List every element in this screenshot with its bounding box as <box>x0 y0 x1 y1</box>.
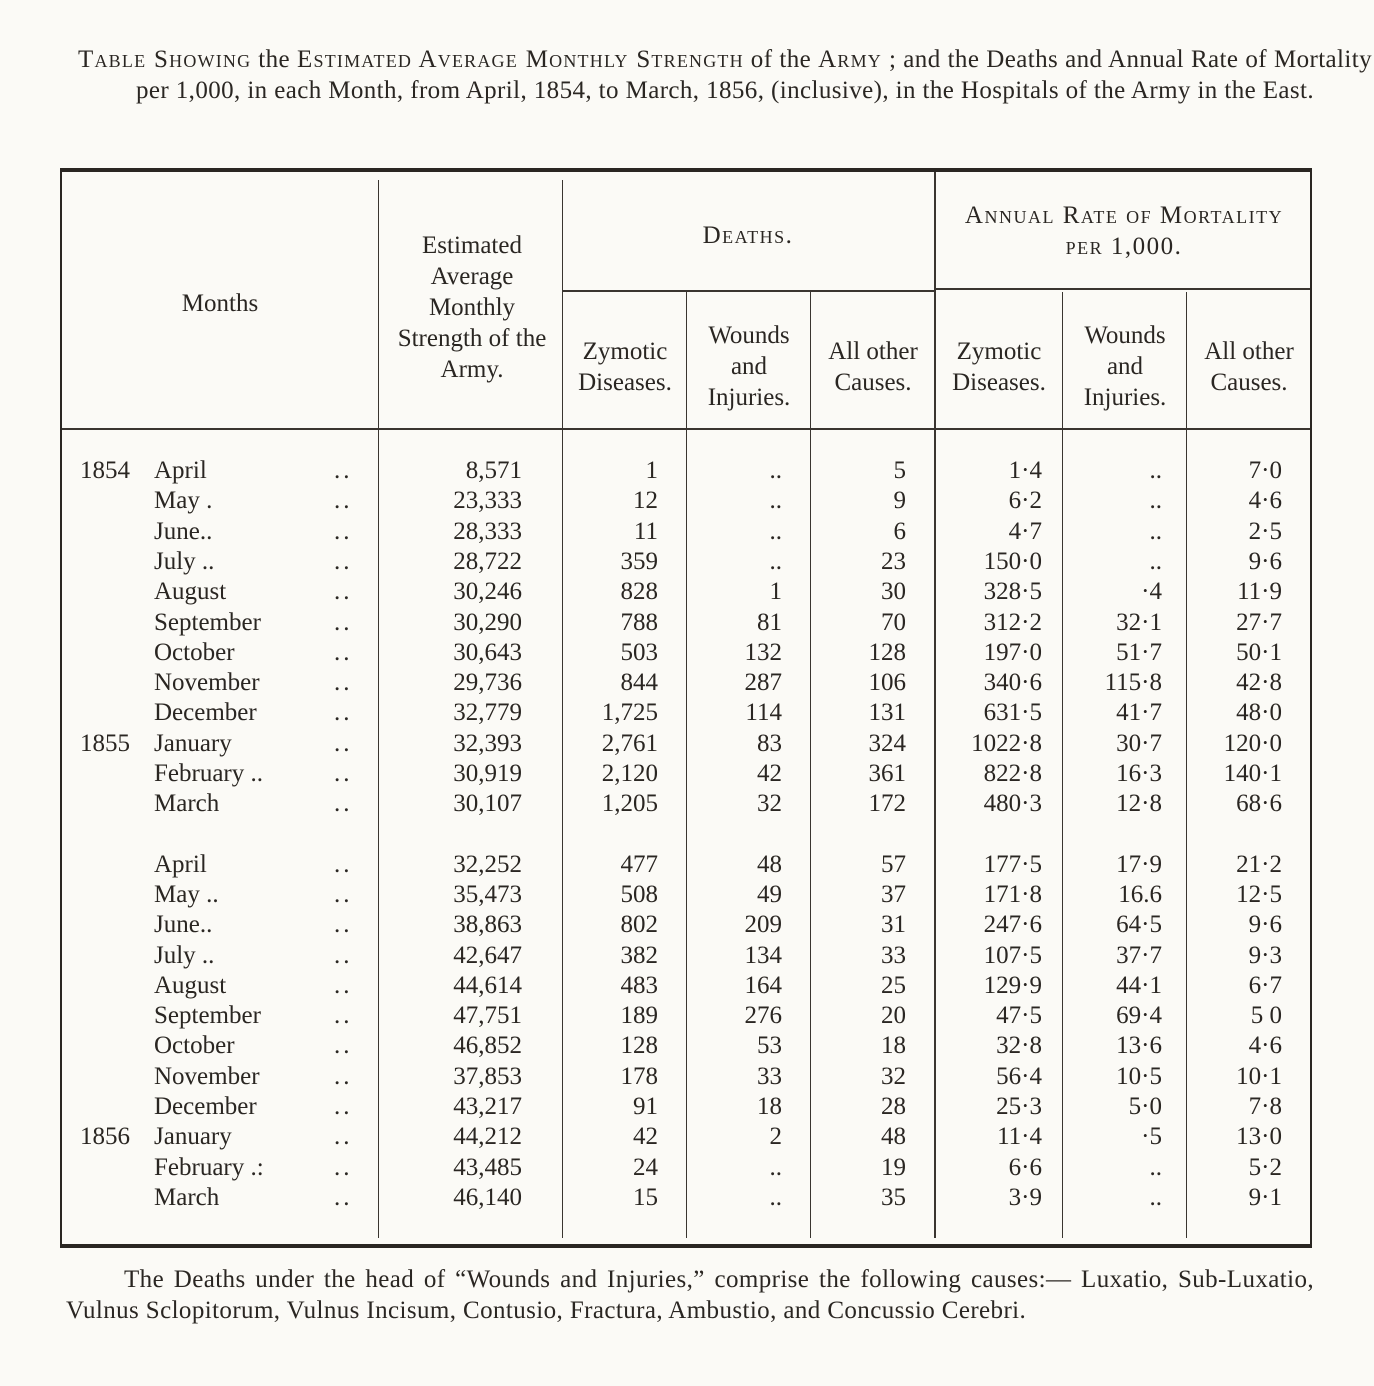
strength-cell: 28,333 <box>453 517 522 545</box>
month-cell: March <box>154 1183 220 1211</box>
rate-wounds-cell: .. <box>1149 1183 1162 1211</box>
month-cell: May . <box>154 487 213 515</box>
leader-dots: .. <box>334 1002 353 1030</box>
deaths-other-cell: 324 <box>868 729 906 757</box>
rate-other-cell: 120·0 <box>1223 729 1282 757</box>
month-cell: October <box>154 1032 235 1060</box>
deaths-zymotic-cell: 189 <box>620 1002 658 1030</box>
deaths-other-cell: 20 <box>881 1002 906 1030</box>
month-cell: October <box>154 638 235 666</box>
deaths-other-cell: 5 <box>893 457 906 484</box>
year-cell: 1854 <box>80 457 130 484</box>
deaths-other-cell: 6 <box>893 517 906 545</box>
table-row <box>62 729 1314 759</box>
deaths-other-cell: 33 <box>881 941 906 969</box>
rate-zymotic-cell: 56·4 <box>996 1062 1042 1090</box>
rate-wounds-cell: ·5 <box>1141 1123 1162 1151</box>
rate-zymotic-cell: 177·5 <box>983 850 1042 878</box>
caption-text-3: ; and the Deaths and Annual Rate of Mortality per 1,000, in each Month, from April, 1854, to March, 1856, (inclusive), in the Hospitals of the Army in the East. <box>136 46 1372 104</box>
leader-dots: .. <box>334 1093 353 1120</box>
rate-wounds-cell: .. <box>1149 547 1162 575</box>
deaths-other-cell: 23 <box>881 547 906 575</box>
rate-wounds-cell: 16.6 <box>1118 880 1162 908</box>
rate-wounds-cell: 16·3 <box>1116 760 1162 787</box>
deaths-wounds-cell: 114 <box>745 699 782 727</box>
rate-wounds-cell: 30·7 <box>1116 729 1162 757</box>
strength-cell: 28,722 <box>453 547 522 575</box>
deaths-zymotic-cell: 1,725 <box>601 699 658 727</box>
strength-cell: 30,246 <box>453 578 522 606</box>
rate-wounds-cell: 37·7 <box>1116 941 1162 969</box>
deaths-zymotic-cell: 359 <box>620 547 658 575</box>
month-cell: May .. <box>154 880 219 908</box>
month-cell: August <box>154 578 227 606</box>
strength-cell: 46,852 <box>453 1032 522 1060</box>
rate-wounds-cell: 32·1 <box>1116 608 1162 636</box>
deaths-wounds-cell: 81 <box>757 608 782 636</box>
rate-wounds-cell: 115·8 <box>1104 669 1162 697</box>
table-row <box>62 1062 1314 1092</box>
header-deaths: Deaths. <box>702 222 794 249</box>
deaths-zymotic-cell: 788 <box>620 608 658 636</box>
table-row <box>62 850 1314 880</box>
deaths-zymotic-cell: 12 <box>633 487 658 515</box>
month-cell: August <box>154 971 227 999</box>
rule-h-rate <box>936 288 1310 290</box>
rate-zymotic-cell: 328·5 <box>983 578 1042 606</box>
rate-other-cell: 9·6 <box>1248 547 1282 575</box>
leader-dots: .. <box>334 941 353 969</box>
rate-other-cell: 12·5 <box>1236 880 1282 908</box>
leader-dots: .. <box>334 457 353 484</box>
year-cell: 1855 <box>80 729 130 757</box>
deaths-zymotic-cell: 42 <box>633 1123 658 1151</box>
rate-other-cell: 6·7 <box>1248 971 1282 999</box>
rate-other-cell: 42·8 <box>1236 669 1282 697</box>
rate-zymotic-cell: 11·4 <box>997 1123 1042 1151</box>
deaths-zymotic-cell: 2,761 <box>601 729 658 757</box>
month-cell: January <box>154 1123 232 1151</box>
deaths-zymotic-cell: 128 <box>620 1032 658 1060</box>
table-row <box>62 456 1314 486</box>
table-row <box>62 880 1314 910</box>
strength-cell: 42,647 <box>453 941 522 969</box>
year-cell: 1856 <box>80 1123 130 1151</box>
rate-other-cell: 27·7 <box>1236 608 1282 636</box>
deaths-other-cell: 37 <box>881 880 906 908</box>
deaths-zymotic-cell: 503 <box>620 638 658 666</box>
deaths-wounds-cell: .. <box>769 457 782 484</box>
deaths-other-cell: 25 <box>881 971 906 999</box>
footnote: The Deaths under the head of “Wounds and Injuries,” comprise the following causes:— Luxatio, Sub-Luxatio, Vulnus Sclopitorum, Vulnus Incisum, Contusio, Fractura, Ambustio, and Concussio Cerebri. <box>66 1266 1314 1324</box>
rate-other-cell: 4·6 <box>1248 487 1282 515</box>
deaths-other-cell: 131 <box>868 699 906 727</box>
rate-other-cell: 48·0 <box>1236 699 1282 727</box>
strength-cell: 32,779 <box>453 699 522 727</box>
leader-dots: .. <box>334 638 353 666</box>
header-months: Months <box>181 290 259 317</box>
rate-zymotic-cell: 1·4 <box>1008 457 1042 484</box>
rate-zymotic-cell: 480·3 <box>983 790 1042 818</box>
caption-lead: Table Showing <box>78 46 252 73</box>
strength-cell: 37,853 <box>453 1062 522 1090</box>
deaths-zymotic-cell: 802 <box>620 911 658 939</box>
leader-dots: .. <box>334 517 353 545</box>
deaths-wounds-cell: 2 <box>769 1123 782 1151</box>
month-cell: September <box>154 1002 261 1030</box>
caption-army: Army <box>818 46 882 73</box>
deaths-wounds-cell: 132 <box>744 638 782 666</box>
rate-wounds-cell: 69·4 <box>1116 1002 1162 1030</box>
caption-text-1: the <box>251 46 298 73</box>
strength-cell: 47,751 <box>453 1002 522 1030</box>
rate-wounds-cell: 10·5 <box>1116 1062 1162 1090</box>
rate-zymotic-cell: 6·6 <box>1008 1153 1042 1181</box>
rate-zymotic-cell: 1022·8 <box>971 729 1042 757</box>
leader-dots: .. <box>334 487 353 515</box>
month-cell: July .. <box>154 941 215 969</box>
month-cell: April <box>154 457 207 484</box>
header-rate-other: All other Causes. <box>1204 338 1294 396</box>
strength-cell: 30,643 <box>453 638 522 666</box>
rate-wounds-cell: .. <box>1149 487 1162 515</box>
strength-cell: 23,333 <box>453 487 522 515</box>
rate-wounds-cell: .. <box>1149 517 1162 545</box>
month-cell: July .. <box>154 547 215 575</box>
deaths-wounds-cell: 134 <box>744 941 782 969</box>
rate-other-cell: 4·6 <box>1248 1032 1282 1060</box>
deaths-other-cell: 361 <box>868 760 906 787</box>
strength-cell: 43,217 <box>453 1093 522 1120</box>
deaths-zymotic-cell: 1 <box>645 457 658 484</box>
rate-wounds-cell: 51·7 <box>1116 638 1162 666</box>
rate-other-cell: 9·6 <box>1248 911 1282 939</box>
table-row <box>62 668 1314 698</box>
header-deaths-wounds: Wounds and Injuries. <box>707 322 791 411</box>
deaths-other-cell: 172 <box>868 790 906 818</box>
deaths-zymotic-cell: 844 <box>620 669 658 697</box>
rate-wounds-cell: 17·9 <box>1116 850 1162 878</box>
table-row <box>62 698 1314 728</box>
deaths-other-cell: 48 <box>881 1123 906 1151</box>
rate-other-cell: 5 0 <box>1250 1002 1282 1030</box>
month-cell: December <box>154 1093 257 1120</box>
deaths-other-cell: 128 <box>868 638 906 666</box>
rate-other-cell: 7·8 <box>1248 1093 1282 1120</box>
header-strength: Estimated Average Monthly Strength of the Army. <box>397 232 547 383</box>
deaths-other-cell: 30 <box>881 578 906 606</box>
deaths-zymotic-cell: 11 <box>633 517 658 545</box>
rate-zymotic-cell: 3·9 <box>1008 1183 1042 1211</box>
leader-dots: .. <box>334 790 353 818</box>
deaths-wounds-cell: 33 <box>757 1062 782 1090</box>
leader-dots: .. <box>334 1123 353 1151</box>
strength-cell: 30,290 <box>453 608 522 636</box>
caption-text-2: of the <box>743 46 819 73</box>
strength-cell: 32,393 <box>453 729 522 757</box>
deaths-other-cell: 28 <box>881 1093 906 1120</box>
rule-h-deaths <box>562 290 934 292</box>
deaths-wounds-cell: 49 <box>757 880 782 908</box>
leader-dots: .. <box>334 850 353 878</box>
month-cell: February .: <box>154 1153 264 1181</box>
rate-zymotic-cell: 4·7 <box>1008 517 1042 545</box>
leader-dots: .. <box>334 1062 353 1090</box>
rule-h-header <box>62 428 1310 430</box>
leader-dots: .. <box>334 911 353 939</box>
rate-other-cell: 11·9 <box>1237 578 1282 606</box>
deaths-wounds-cell: 83 <box>757 729 782 757</box>
strength-cell: 32,252 <box>453 850 522 878</box>
month-cell: November <box>154 669 260 697</box>
rate-other-cell: 10·1 <box>1236 1062 1282 1090</box>
month-cell: March <box>154 790 220 818</box>
deaths-wounds-cell: .. <box>769 1153 782 1181</box>
rate-zymotic-cell: 197·0 <box>983 638 1042 666</box>
header-rate-wounds: Wounds and Injuries. <box>1083 322 1167 411</box>
deaths-wounds-cell: 276 <box>744 1002 782 1030</box>
leader-dots: .. <box>334 608 353 636</box>
table-row <box>62 789 1314 819</box>
mortality-table <box>60 168 1312 1248</box>
header-deaths-other: All other Causes. <box>828 338 918 396</box>
deaths-other-cell: 9 <box>893 487 906 515</box>
rate-zymotic-cell: 150·0 <box>983 547 1042 575</box>
deaths-zymotic-cell: 2,120 <box>601 760 658 787</box>
rate-zymotic-cell: 47·5 <box>996 1002 1042 1030</box>
deaths-zymotic-cell: 178 <box>620 1062 658 1090</box>
table-row <box>62 608 1314 638</box>
rate-wounds-cell: ·4 <box>1141 578 1162 606</box>
deaths-zymotic-cell: 1,205 <box>601 790 658 818</box>
leader-dots: .. <box>334 547 353 575</box>
strength-cell: 30,919 <box>453 760 522 787</box>
table-row <box>62 1183 1314 1213</box>
rate-zymotic-cell: 6·2 <box>1008 487 1042 515</box>
leader-dots: .. <box>334 1183 353 1211</box>
strength-cell: 38,863 <box>453 911 522 939</box>
table-row <box>62 971 1314 1001</box>
rate-other-cell: 50·1 <box>1236 638 1282 666</box>
deaths-zymotic-cell: 828 <box>620 578 658 606</box>
table-row <box>62 1031 1314 1061</box>
rate-zymotic-cell: 822·8 <box>983 760 1042 787</box>
table-row <box>62 547 1314 577</box>
deaths-wounds-cell: 42 <box>757 760 782 787</box>
rate-zymotic-cell: 129·9 <box>983 971 1042 999</box>
deaths-wounds-cell: 1 <box>769 578 782 606</box>
deaths-zymotic-cell: 477 <box>620 850 658 878</box>
leader-dots: .. <box>334 1153 353 1181</box>
deaths-wounds-cell: .. <box>769 517 782 545</box>
table-row <box>62 638 1314 668</box>
rate-other-cell: 9·3 <box>1248 941 1282 969</box>
rate-wounds-cell: 44·1 <box>1116 971 1162 999</box>
deaths-wounds-cell: 18 <box>757 1093 782 1120</box>
deaths-zymotic-cell: 483 <box>620 971 658 999</box>
deaths-other-cell: 70 <box>881 608 906 636</box>
deaths-zymotic-cell: 382 <box>620 941 658 969</box>
deaths-wounds-cell: 209 <box>744 911 782 939</box>
rate-zymotic-cell: 32·8 <box>996 1032 1042 1060</box>
deaths-wounds-cell: 164 <box>744 971 782 999</box>
table-row <box>62 1092 1314 1122</box>
table-row <box>62 577 1314 607</box>
month-cell: February .. <box>154 760 263 787</box>
deaths-wounds-cell: 32 <box>757 790 782 818</box>
deaths-wounds-cell: 287 <box>744 669 782 697</box>
table-row <box>62 517 1314 547</box>
strength-cell: 8,571 <box>465 457 522 484</box>
rate-other-cell: 21·2 <box>1236 850 1282 878</box>
leader-dots: .. <box>334 971 353 999</box>
leader-dots: .. <box>334 760 353 787</box>
deaths-other-cell: 19 <box>881 1153 906 1181</box>
table-caption <box>78 44 1372 106</box>
deaths-other-cell: 31 <box>881 911 906 939</box>
deaths-wounds-cell: .. <box>769 1183 782 1211</box>
table-row <box>62 759 1314 789</box>
header-deaths-zymotic: Zymotic Diseases. <box>578 338 672 396</box>
table-row <box>62 1001 1314 1031</box>
rate-wounds-cell: .. <box>1149 457 1162 484</box>
header-rate: Annual Rate of Mortality per 1,000. <box>964 202 1284 260</box>
deaths-zymotic-cell: 15 <box>633 1183 658 1211</box>
deaths-other-cell: 32 <box>881 1062 906 1090</box>
deaths-zymotic-cell: 24 <box>633 1153 658 1181</box>
deaths-wounds-cell: .. <box>769 487 782 515</box>
table-row <box>62 486 1314 516</box>
strength-cell: 44,614 <box>453 971 522 999</box>
strength-cell: 30,107 <box>453 790 522 818</box>
rate-other-cell: 140·1 <box>1223 760 1282 787</box>
deaths-wounds-cell: .. <box>769 547 782 575</box>
leader-dots: .. <box>334 578 353 606</box>
rate-wounds-cell: 64·5 <box>1116 911 1162 939</box>
month-cell: November <box>154 1062 260 1090</box>
rate-zymotic-cell: 312·2 <box>983 608 1042 636</box>
deaths-other-cell: 35 <box>881 1183 906 1211</box>
leader-dots: .. <box>334 669 353 697</box>
rate-wounds-cell: 12·8 <box>1116 790 1162 818</box>
rate-wounds-cell: 5·0 <box>1128 1093 1162 1120</box>
rate-zymotic-cell: 247·6 <box>983 911 1042 939</box>
rate-other-cell: 2·5 <box>1248 517 1282 545</box>
rate-zymotic-cell: 25·3 <box>996 1093 1042 1120</box>
leader-dots: .. <box>334 729 353 757</box>
rate-zymotic-cell: 171·8 <box>983 880 1042 908</box>
deaths-zymotic-cell: 508 <box>620 880 658 908</box>
rate-zymotic-cell: 107·5 <box>983 941 1042 969</box>
rate-wounds-cell: 41·7 <box>1116 699 1162 727</box>
strength-cell: 46,140 <box>453 1183 522 1211</box>
month-cell: January <box>154 729 232 757</box>
rate-other-cell: 9·1 <box>1248 1183 1282 1211</box>
deaths-other-cell: 18 <box>881 1032 906 1060</box>
deaths-other-cell: 57 <box>881 850 906 878</box>
rate-zymotic-cell: 340·6 <box>983 669 1042 697</box>
rate-other-cell: 7·0 <box>1248 457 1282 484</box>
deaths-zymotic-cell: 91 <box>633 1093 658 1120</box>
header-rate-zymotic: Zymotic Diseases. <box>952 338 1046 396</box>
leader-dots: .. <box>334 1032 353 1060</box>
deaths-wounds-cell: 53 <box>757 1032 782 1060</box>
month-cell: June.. <box>154 517 213 545</box>
table-row <box>62 1122 1314 1152</box>
rate-wounds-cell: .. <box>1149 1153 1162 1181</box>
month-cell: September <box>154 608 261 636</box>
strength-cell: 43,485 <box>453 1153 522 1181</box>
rate-other-cell: 5·2 <box>1248 1153 1282 1181</box>
table-row <box>62 941 1314 971</box>
leader-dots: .. <box>334 880 353 908</box>
month-cell: December <box>154 699 257 727</box>
table-row <box>62 1153 1314 1183</box>
rate-wounds-cell: 13·6 <box>1116 1032 1162 1060</box>
caption-strength: Estimated Average Monthly Strength <box>297 46 744 73</box>
rate-other-cell: 68·6 <box>1236 790 1282 818</box>
leader-dots: .. <box>334 699 353 727</box>
deaths-wounds-cell: 48 <box>757 850 782 878</box>
rate-other-cell: 13·0 <box>1236 1123 1282 1151</box>
rate-zymotic-cell: 631·5 <box>983 699 1042 727</box>
strength-cell: 35,473 <box>453 880 522 908</box>
month-cell: June.. <box>154 911 213 939</box>
table-row <box>62 910 1314 940</box>
deaths-other-cell: 106 <box>868 669 906 697</box>
strength-cell: 29,736 <box>453 669 522 697</box>
strength-cell: 44,212 <box>453 1123 522 1151</box>
month-cell: April <box>154 850 207 878</box>
